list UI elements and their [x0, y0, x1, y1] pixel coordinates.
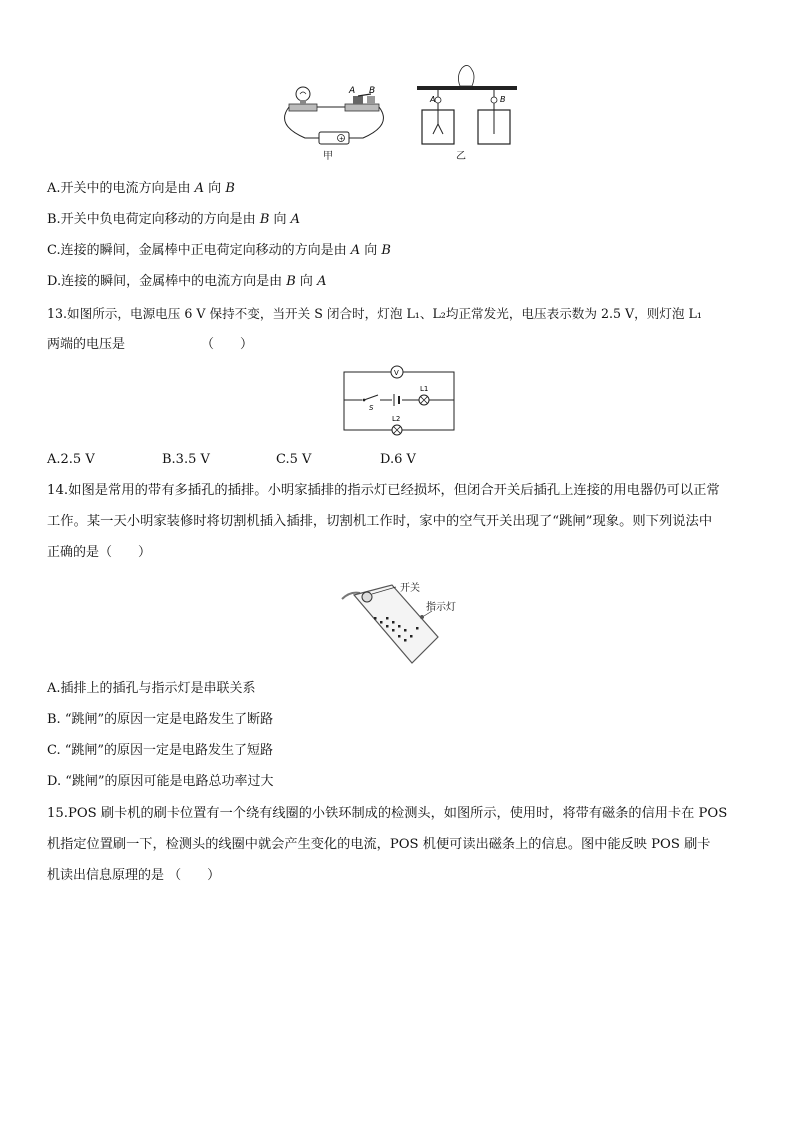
- q13-stem-line1: 13.如图所示，电源电压 6 V 保持不变，当开关 S 闭合时，灯泡 L₁、L₂均正常发光，电压表示数为 2.5 V，则灯泡 L₁: [47, 306, 702, 321]
- q14-option-d: D. “跳闸”的原因可能是电路总功率过大: [47, 774, 274, 789]
- q12-option-b: B.开关中负电荷定向移动的方向是由 B 向 A: [47, 212, 301, 227]
- q13-stem-line2: 两端的电压是 （ ）: [47, 337, 254, 352]
- figure-q13-circuit: [340, 362, 460, 438]
- q14-option-b: B. “跳闸”的原因一定是电路发生了断路: [47, 712, 274, 727]
- electroscope-yi-diagram: [412, 58, 522, 165]
- q14-stem-line2: 工作。某一天小明家装修时将切割机插入插排，切割机工作时，家中的空气开关出现了“跳闸”现象。则下列说法中: [47, 514, 713, 529]
- q13-option-b: B.3.5 V: [162, 452, 210, 467]
- q13-answer-bracket: （ ）: [201, 337, 254, 352]
- q15-stem-line1: 15.POS 刷卡机的刷卡位置有一个绕有线圈的小铁环制成的检测头，如图所示，使用时，将带有磁条的信用卡在 POS: [47, 806, 728, 821]
- label-B-jia: B: [369, 86, 376, 96]
- figure-yi: [412, 58, 522, 165]
- q14-option-c: C. “跳闸”的原因一定是电路发生了短路: [47, 743, 274, 758]
- figure-jia: [275, 80, 395, 165]
- lamp-l2-label: L2: [392, 415, 401, 423]
- svg-text:+: +: [339, 135, 345, 143]
- q14-option-a: A.插排上的插孔与指示灯是串联关系: [47, 681, 256, 696]
- q12-option-c: C.连接的瞬间，金属棒中正电荷定向移动的方向是由 A 向 B: [47, 243, 391, 258]
- q15-stem-line2: 机指定位置刷一下，检测头的线圈中就会产生变化的电流，POS 机便可读出磁条上的信息。图中能反映 POS 刷卡: [47, 837, 711, 852]
- label-A-jia: A: [349, 86, 356, 96]
- q12-option-d: D.连接的瞬间，金属棒中的电流方向是由 B 向 A: [47, 274, 327, 289]
- q13-option-c: C.5 V: [276, 452, 312, 467]
- switch-s-label: S: [369, 404, 374, 412]
- switch-label: 开关: [400, 583, 420, 594]
- figure-yi-label: 乙: [456, 151, 466, 162]
- label-B-yi: B: [500, 95, 506, 104]
- indicator-light-label: 指示灯: [426, 602, 456, 613]
- figure-q14-power-strip: [340, 577, 460, 667]
- q13-option-a: A.2.5 V: [47, 452, 95, 467]
- circuit-jia-diagram: [275, 80, 395, 165]
- q13-option-d: D.6 V: [380, 452, 416, 467]
- figure-jia-label: 甲: [323, 151, 333, 162]
- label-A-yi: A: [430, 95, 436, 104]
- q12-option-a: A.开关中的电流方向是由 A 向 B: [47, 181, 235, 196]
- circuit-q13-diagram: [340, 362, 460, 438]
- q15-stem-line3: 机读出信息原理的是 （ ）: [47, 868, 221, 883]
- q14-stem-line3: 正确的是（ ）: [47, 545, 152, 560]
- lamp-l1-label: L1: [420, 385, 429, 393]
- voltmeter-label: V: [394, 369, 399, 377]
- q14-stem-line1: 14.如图是常用的带有多插孔的插排。小明家插排的指示灯已经损坏，但闭合开关后插孔上连接的用电器仍可以正常: [47, 483, 720, 498]
